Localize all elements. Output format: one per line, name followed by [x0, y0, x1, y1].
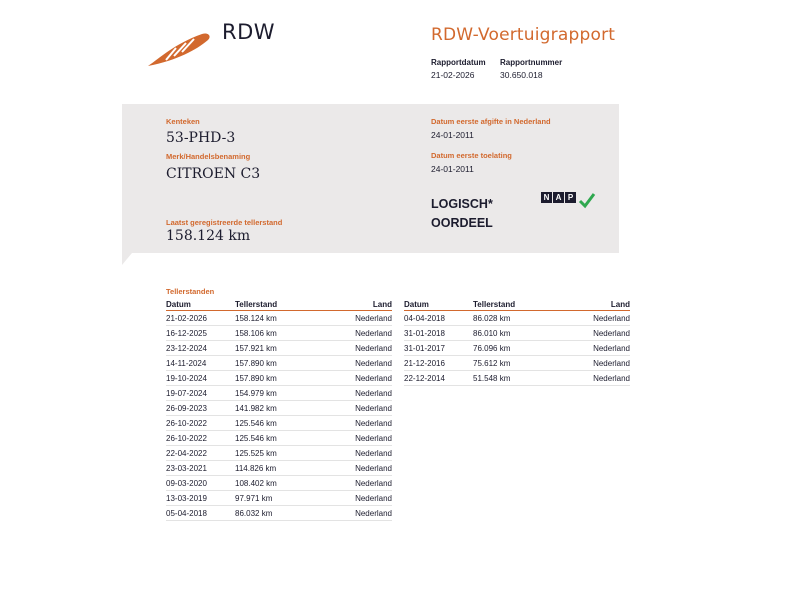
table-row: [404, 356, 630, 371]
table-row: [166, 401, 392, 416]
col-reading-header: Tellerstand: [473, 300, 516, 309]
table-row: [166, 341, 392, 356]
reading-value: 51.548 km: [473, 374, 511, 383]
reading-date: 23-03-2021: [166, 464, 207, 473]
reading-date: 31-01-2018: [404, 329, 445, 338]
table-row: [166, 431, 392, 446]
table-row: [166, 476, 392, 491]
reading-country: Nederland: [355, 404, 392, 413]
reading-date: 19-10-2024: [166, 374, 207, 383]
reading-country: Nederland: [593, 374, 630, 383]
table-row: [166, 446, 392, 461]
first-admission-label: Datum eerste toelating: [431, 151, 512, 160]
plate-label: Kenteken: [166, 117, 200, 126]
reading-date: 31-01-2017: [404, 344, 445, 353]
table-row: [166, 326, 392, 341]
reading-country: Nederland: [355, 449, 392, 458]
first-issue-nl-value: 24-01-2011: [431, 130, 474, 140]
reading-country: Nederland: [355, 314, 392, 323]
reading-country: Nederland: [593, 314, 630, 323]
report-number: 30.650.018: [500, 70, 543, 80]
reading-date: 21-12-2016: [404, 359, 445, 368]
readings-table-right: [404, 300, 630, 386]
reading-date: 22-12-2014: [404, 374, 445, 383]
reading-date: 05-04-2018: [166, 509, 207, 518]
reading-date: 13-03-2019: [166, 494, 207, 503]
verdict: [431, 195, 493, 233]
reading-date: 22-04-2022: [166, 449, 207, 458]
table-row: [404, 341, 630, 356]
reading-country: Nederland: [355, 479, 392, 488]
col-date-header: Datum: [404, 300, 429, 309]
col-country-header: Land: [372, 300, 392, 309]
reading-value: 157.890 km: [235, 374, 277, 383]
table-row: [166, 491, 392, 506]
reading-country: Nederland: [593, 359, 630, 368]
reading-date: 21-02-2026: [166, 314, 207, 323]
table-header: [404, 300, 630, 311]
make-value: CITROEN C3: [166, 166, 261, 182]
reading-value: 97.971 km: [235, 494, 273, 503]
make-label: Merk/Handelsbenaming: [166, 152, 251, 161]
table-row: [404, 311, 630, 326]
reading-date: 26-10-2022: [166, 419, 207, 428]
report-title: RDW-Voertuigrapport: [431, 25, 616, 45]
plate-value: 53-PHD-3: [166, 130, 236, 146]
nap-letter-a: A: [553, 192, 564, 203]
readings-table-left: [166, 300, 392, 521]
readings-title: Tellerstanden: [166, 287, 215, 296]
reading-country: Nederland: [355, 374, 392, 383]
verdict-line-1: LOGISCH*: [431, 197, 493, 211]
reading-value: 154.979 km: [235, 389, 277, 398]
table-row: [166, 356, 392, 371]
table-row: [166, 461, 392, 476]
table-row: [404, 371, 630, 386]
reading-country: Nederland: [355, 389, 392, 398]
nap-logo: [541, 192, 596, 210]
checkmark-icon: [578, 192, 596, 210]
reading-date: 19-07-2024: [166, 389, 207, 398]
report-date-label: Rapportdatum: [431, 58, 486, 67]
reading-country: Nederland: [355, 329, 392, 338]
reading-date: 16-12-2025: [166, 329, 207, 338]
panel-tail: [122, 253, 132, 265]
reading-date: 23-12-2024: [166, 344, 207, 353]
reading-value: 76.096 km: [473, 344, 511, 353]
reading-date: 04-04-2018: [404, 314, 445, 323]
reading-value: 125.546 km: [235, 419, 277, 428]
table-row: [166, 416, 392, 431]
reading-value: 108.402 km: [235, 479, 277, 488]
reading-date: 09-03-2020: [166, 479, 207, 488]
verdict-line-2: OORDEEL: [431, 216, 493, 230]
brand-name: RDW: [222, 20, 276, 44]
nap-letter-n: N: [541, 192, 552, 203]
report-number-label: Rapportnummer: [500, 58, 563, 67]
reading-country: Nederland: [355, 464, 392, 473]
reading-value: 86.032 km: [235, 509, 273, 518]
reading-value: 158.124 km: [235, 314, 277, 323]
reading-country: Nederland: [355, 419, 392, 428]
reading-value: 125.525 km: [235, 449, 277, 458]
col-country-header: Land: [610, 300, 630, 309]
reading-value: 141.982 km: [235, 404, 277, 413]
reading-value: 86.028 km: [473, 314, 511, 323]
reading-value: 157.890 km: [235, 359, 277, 368]
reading-country: Nederland: [355, 344, 392, 353]
first-issue-nl-label: Datum eerste afgifte in Nederland: [431, 117, 551, 126]
reading-date: 14-11-2024: [166, 359, 207, 368]
reading-value: 86.010 km: [473, 329, 511, 338]
table-row: [166, 506, 392, 521]
table-row: [166, 311, 392, 326]
col-reading-header: Tellerstand: [235, 300, 278, 309]
report-date: 21-02-2026: [431, 70, 475, 80]
reading-country: Nederland: [593, 344, 630, 353]
nap-letter-p: P: [565, 192, 576, 203]
reading-value: 114.826 km: [235, 464, 277, 473]
reading-value: 157.921 km: [235, 344, 277, 353]
reading-value: 125.546 km: [235, 434, 277, 443]
col-date-header: Datum: [166, 300, 191, 309]
rdw-logo-icon: [146, 30, 212, 68]
reading-country: Nederland: [355, 494, 392, 503]
reading-country: Nederland: [355, 509, 392, 518]
odometer-value: 158.124 km: [166, 228, 251, 244]
reading-country: Nederland: [355, 434, 392, 443]
reading-date: 26-09-2023: [166, 404, 207, 413]
reading-date: 26-10-2022: [166, 434, 207, 443]
reading-country: Nederland: [593, 329, 630, 338]
first-admission-value: 24-01-2011: [431, 164, 474, 174]
table-row: [404, 326, 630, 341]
table-row: [166, 386, 392, 401]
reading-value: 158.106 km: [235, 329, 277, 338]
table-row: [166, 371, 392, 386]
table-header: [166, 300, 392, 311]
reading-country: Nederland: [355, 359, 392, 368]
reading-value: 75.612 km: [473, 359, 511, 368]
odometer-label: Laatst geregistreerde tellerstand: [166, 218, 283, 227]
